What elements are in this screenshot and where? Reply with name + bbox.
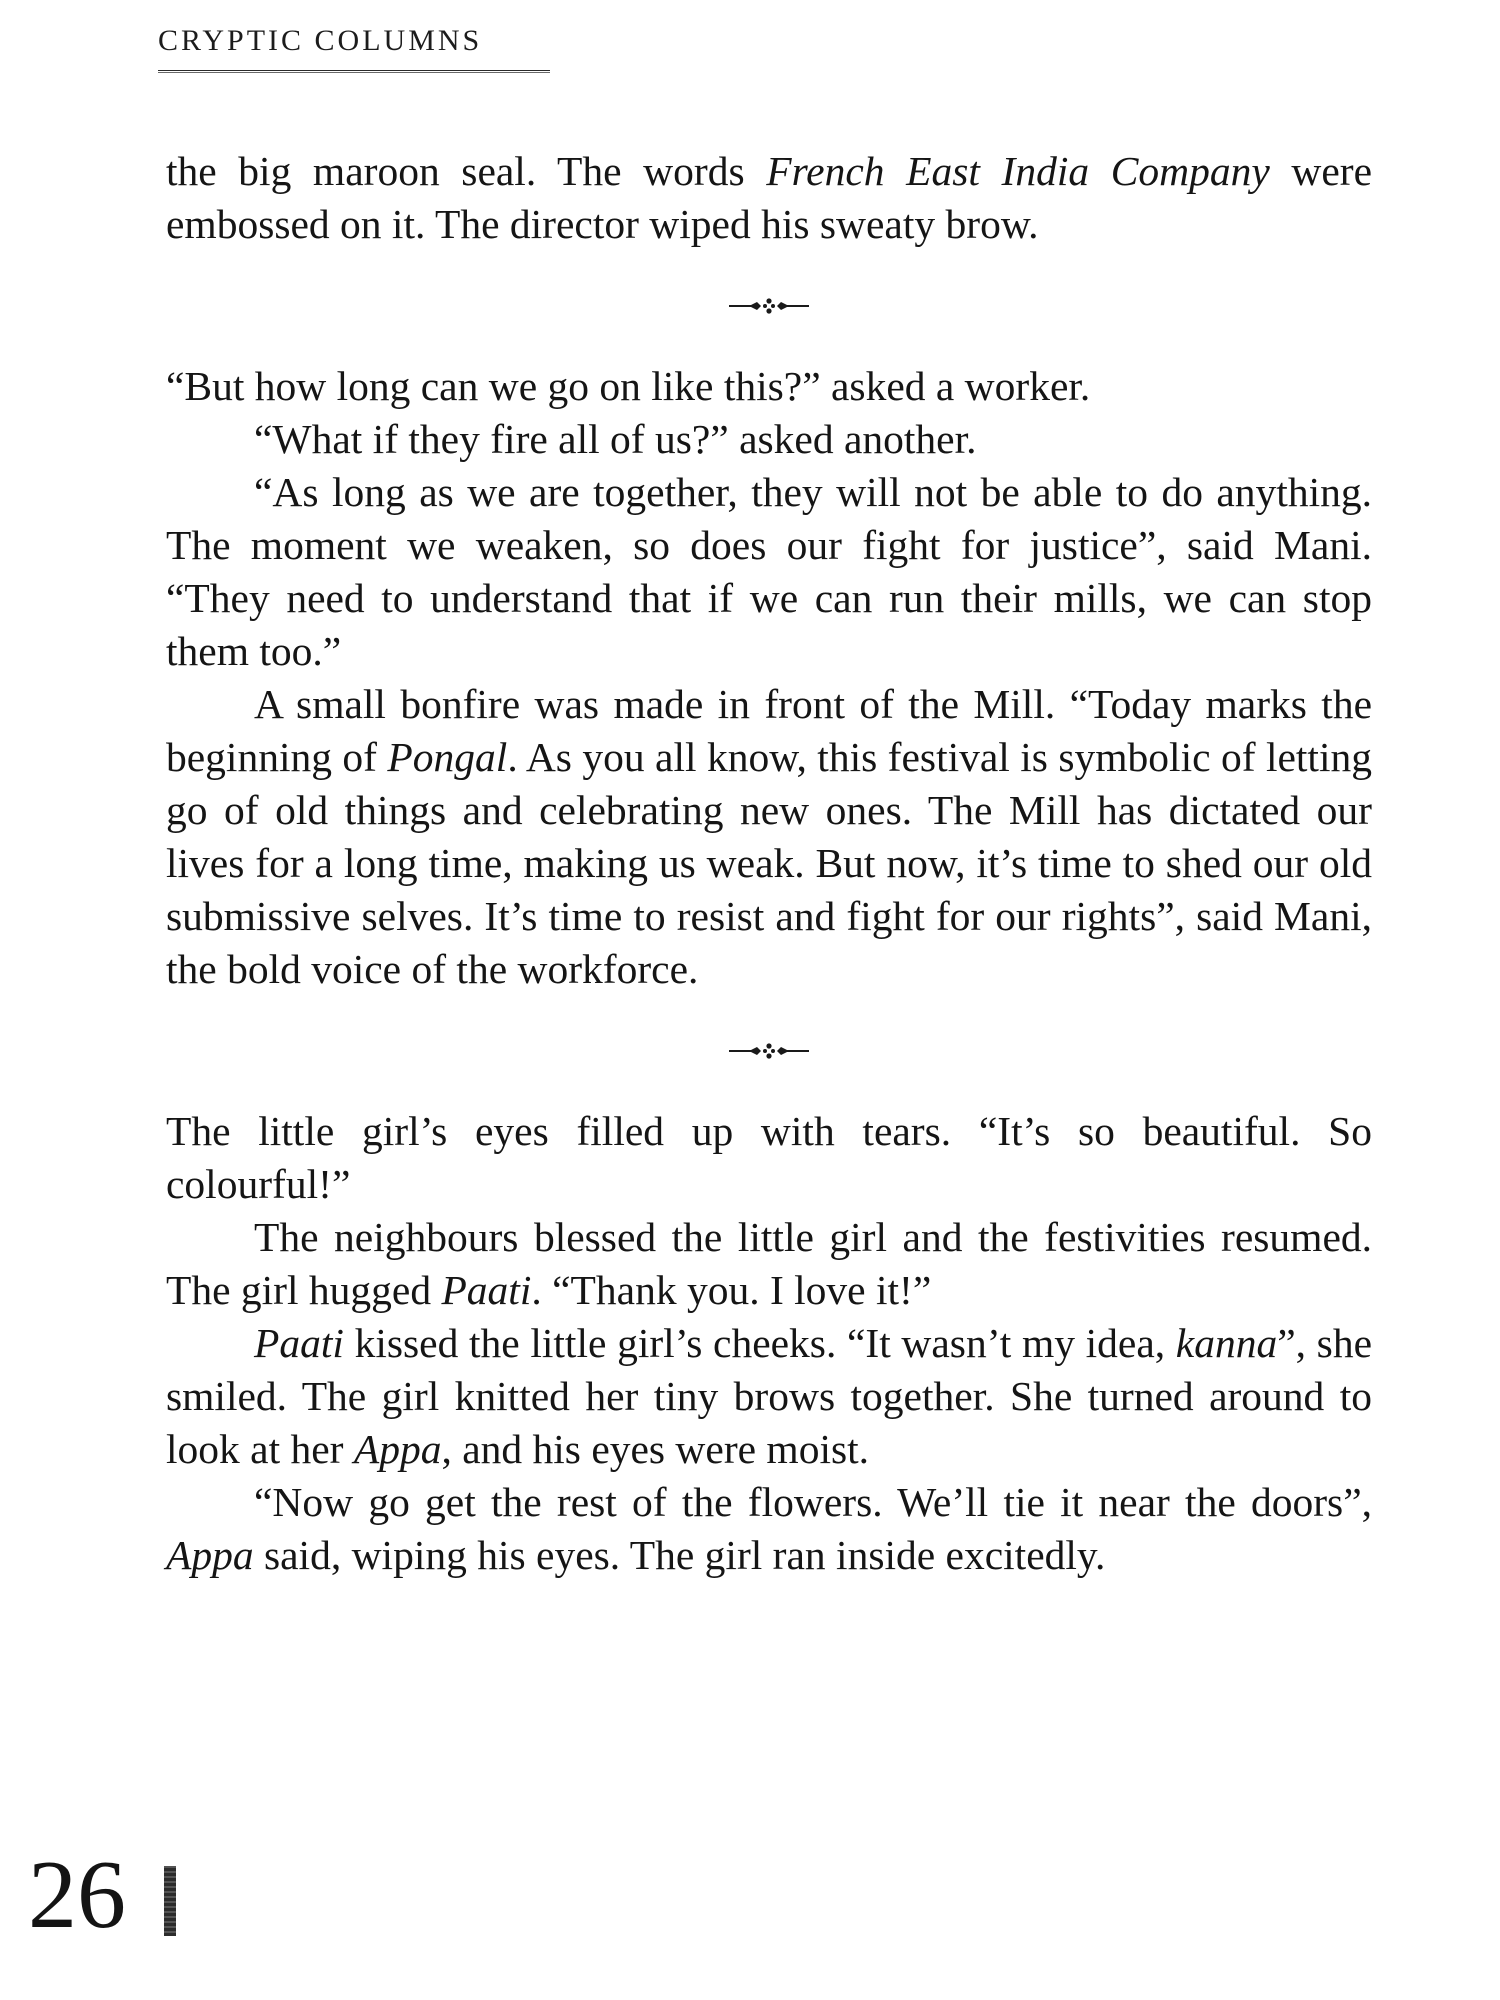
text-run: “Now go get the rest of the flowers. We’ll tie it near the doors”, bbox=[254, 1479, 1372, 1525]
text-run: The neighbours blessed the little girl and the festivities resumed. The girl hugged bbox=[166, 1214, 1372, 1313]
paragraph bbox=[166, 360, 1372, 413]
running-head: CRYPTIC COLUMNS bbox=[158, 24, 483, 57]
page-body bbox=[166, 145, 1372, 1582]
italic-run: Paati bbox=[441, 1267, 532, 1313]
text-run: said, wiping his eyes. The girl ran inside excitedly. bbox=[253, 1532, 1106, 1578]
italic-run: Pongal bbox=[387, 734, 508, 780]
text-run: “But how long can we go on like this?” asked a worker. bbox=[166, 363, 1091, 409]
text-run: ”, she smiled. The girl knitted her tiny brows together. She turned around to look at her bbox=[166, 1320, 1372, 1472]
paragraph bbox=[166, 1211, 1372, 1317]
text-run: . “Thank you. I love it!” bbox=[531, 1267, 932, 1313]
paragraph bbox=[166, 678, 1372, 996]
italic-run: Appa bbox=[353, 1426, 442, 1472]
page-number: 26 bbox=[28, 1841, 126, 1949]
section-ornament-icon bbox=[166, 251, 1372, 360]
text-run: “As long as we are together, they will not be able to do anything. The moment we weaken, so does our fight for justice”, said Mani. “They need to understand that if we can run their mills, we can stop them too.” bbox=[166, 469, 1372, 674]
page-number-bar bbox=[164, 1866, 176, 1936]
section-ornament-icon bbox=[166, 996, 1372, 1105]
text-run: A small bonfire was made in front of the Mill. “Today marks the beginning of bbox=[166, 681, 1372, 780]
text-run: kissed the little girl’s cheeks. “It wasn’t my idea, bbox=[343, 1320, 1176, 1366]
text-run: “What if they fire all of us?” asked another. bbox=[254, 416, 977, 462]
text-run: were embossed on it. The director wiped his sweaty brow. bbox=[166, 148, 1373, 247]
text-run: The little girl’s eyes filled up with tears. “It’s so beautiful. So colourful!” bbox=[166, 1108, 1372, 1207]
paragraph bbox=[166, 466, 1372, 678]
paragraph bbox=[166, 1476, 1372, 1582]
header-rule bbox=[158, 70, 550, 73]
italic-run: French East India Company bbox=[766, 148, 1270, 194]
italic-run: Paati bbox=[254, 1320, 344, 1366]
text-run: the big maroon seal. The words bbox=[166, 148, 767, 194]
paragraph bbox=[166, 413, 1372, 466]
text-run: , and his eyes were moist. bbox=[441, 1426, 870, 1472]
paragraph bbox=[166, 1105, 1372, 1211]
paragraph bbox=[166, 1317, 1372, 1476]
italic-run: Appa bbox=[166, 1532, 254, 1578]
text-run: . As you all know, this festival is symbolic of letting go of old things and celebrating new ones. The Mill has dictated our lives for a long time, making us weak. But now, it’s time to shed our old submissive selves. It’s time to resist and fight for our rights”, said Mani, the bold voice of the workforce. bbox=[166, 734, 1372, 992]
paragraph bbox=[166, 145, 1372, 251]
italic-run: kanna bbox=[1175, 1320, 1278, 1366]
